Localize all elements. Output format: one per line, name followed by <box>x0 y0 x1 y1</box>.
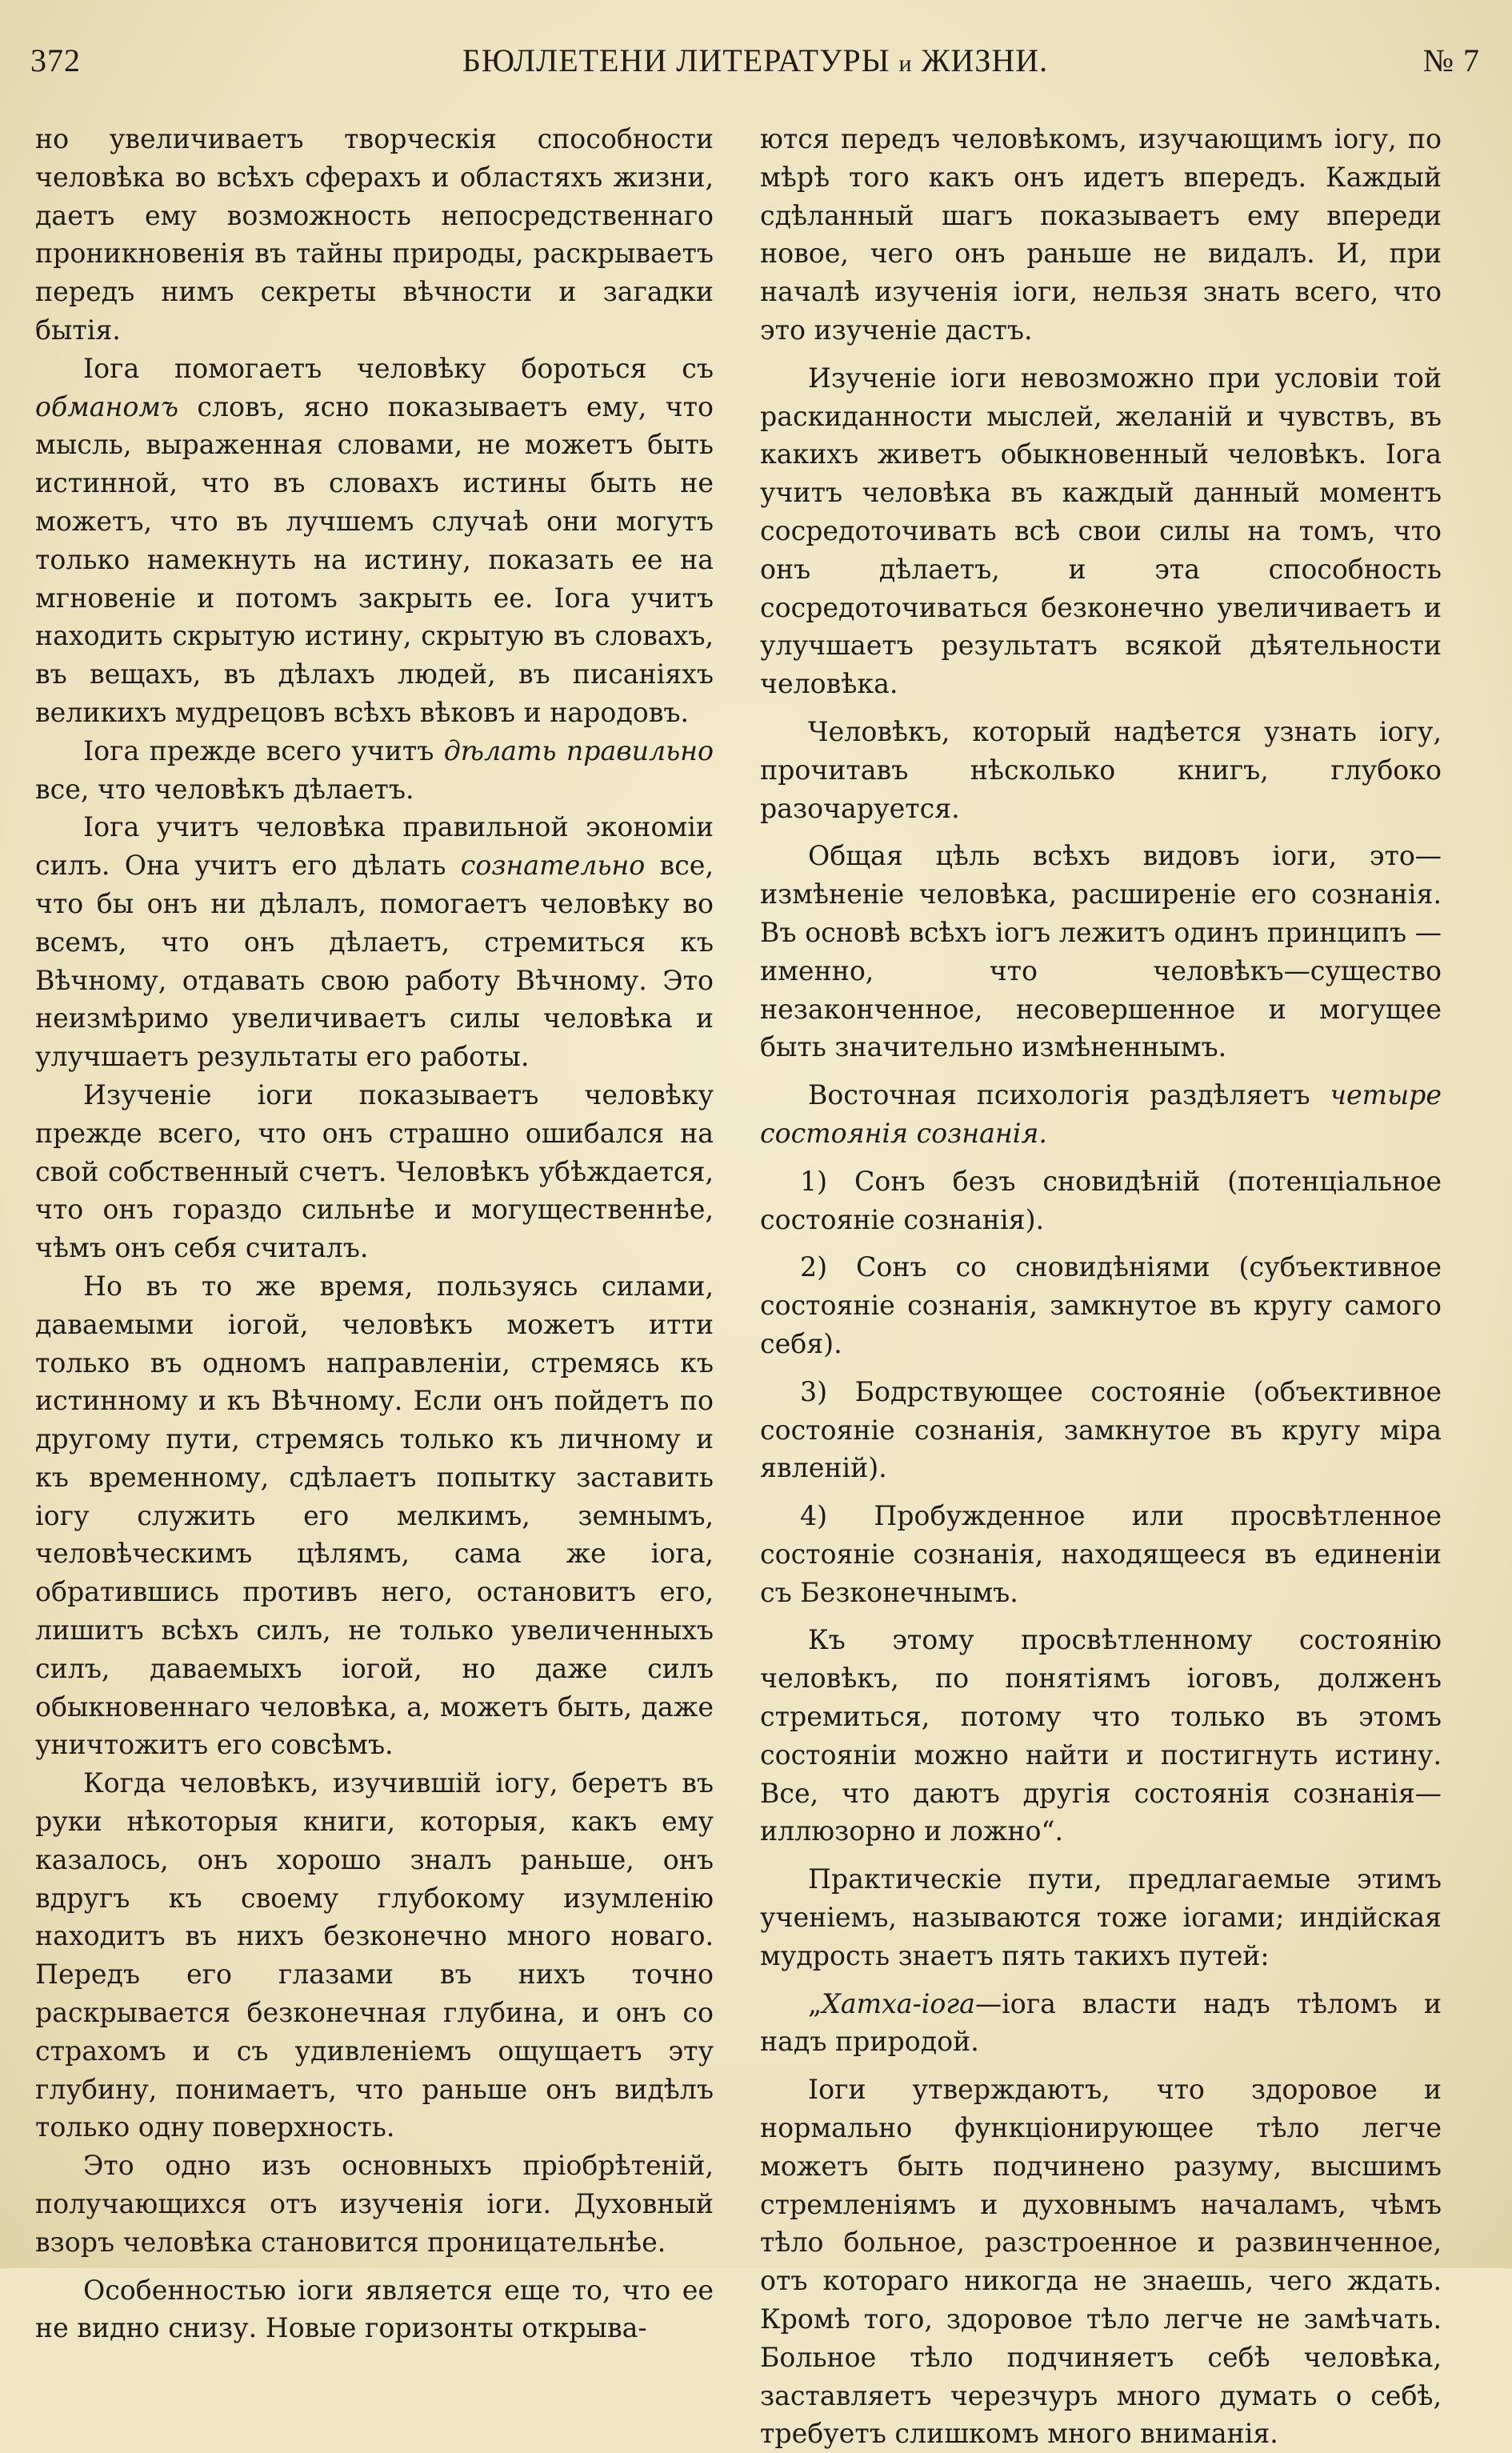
paragraph <box>35 732 714 809</box>
paragraph: Изученіе іоги невозможно при условіи той раскиданности мыслей, желаній и чувствъ, въ какихъ живетъ обыкновенный человѣкъ. Іога учитъ человѣка въ каждый данный моментъ сосредоточивать всѣ свои силы на томъ, что онъ дѣлаетъ, и эта способность сосредоточиваться безконечно увеличиваетъ и улучшаетъ результатъ всякой дѣятельности человѣка. <box>760 362 1442 700</box>
journal-title-conjunction: и <box>898 50 913 77</box>
paragraph: Когда человѣкъ, изучившій іогу, беретъ въ руки нѣкоторыя книги, которыя, какъ ему казалось, онъ хорошо зналъ раньше, онъ вдругъ къ своему глубокому изумленію находитъ въ нихъ безконечно много новаго. Передъ его глазами въ нихъ точно раскрывается безконечная глубина, и онъ со страхомъ и съ удивленіемъ ощущаетъ эту глубину, понимаетъ, что раньше онъ видѣлъ только одну поверхность. <box>35 1767 714 2143</box>
paragraph <box>760 1985 1442 2062</box>
italic-text: сознательно <box>460 850 646 882</box>
text-run: Восточная психологія раздѣляетъ <box>808 1079 1330 1111</box>
text-run: все, что человѣкъ дѣлаетъ. <box>35 773 414 805</box>
paragraph <box>35 808 714 1076</box>
journal-title <box>30 42 1480 79</box>
italic-text: дѣлать правильно <box>443 734 714 766</box>
text-run: „ <box>808 1987 822 2019</box>
right-column <box>760 120 1442 2453</box>
paragraph: Но въ то же время, пользуясь силами, даваемыми іогой, человѣкъ можетъ итти только въ одномъ направленіи, стремясь къ истинному и къ Вѣчному. Если онъ пойдетъ по другому пути, стремясь только къ личному и къ временному, сдѣлаетъ попытку заставить іогу служить его мелкимъ, земнымъ, человѣческимъ цѣлямъ, сама же іога, обратившись противъ него, остановитъ его, лишитъ всѣхъ силъ, не только увеличенныхъ силъ, даваемыхъ іогой, но даже силъ обыкновеннаго человѣка, а, можетъ быть, даже уничтожитъ его совсѣмъ. <box>35 1270 714 1761</box>
left-column <box>35 120 714 2347</box>
text-run: Іога помогаетъ человѣку бороться съ <box>83 352 714 384</box>
paragraph: Это одно изъ основныхъ пріобрѣтеній, получающихся отъ изученія іоги. Духовный взоръ человѣка становится проницательнѣе. <box>35 2150 714 2258</box>
journal-title-part1: БЮЛЛЕТЕНИ ЛИТЕРАТУРЫ <box>462 42 899 78</box>
issue-number: № 7 <box>1422 42 1480 78</box>
text-run: словъ, ясно показываетъ ему, что мысль, выраженная словами, не можетъ быть истинной, что въ словахъ истины быть не можетъ, что въ лучшемъ случаѣ они могутъ только намекнуть на истину, показать ее на мгновеніе и потомъ закрыть ее. Іога учитъ находить скрытую истину, скрытую въ словахъ, въ вещахъ, въ дѣлахъ людей, въ писаніяхъ великихъ мудрецовъ всѣхъ вѣковъ и народовъ. <box>35 390 714 728</box>
paragraph: Практическіе пути, предлагаемые этимъ ученіемъ, называются тоже іогами; индійская мудрость знаетъ пять такихъ путей: <box>760 1863 1442 1971</box>
text-run: Іога прежде всего учитъ <box>83 734 444 766</box>
italic-text: четыре состоянія сознанія. <box>760 1079 1442 1149</box>
italic-text: обманомъ <box>35 390 179 422</box>
text-run: все, что бы онъ ни дѣлалъ, помогаетъ человѣку во всемъ, что онъ дѣлаетъ, стремиться къ Вѣчному, отдавать свою работу Вѣчному. Это неизмѣримо увеличиваетъ силы человѣка и улучшаетъ результаты его работы. <box>35 850 714 1073</box>
paragraph <box>760 1076 1442 1153</box>
paragraph: но увеличиваетъ творческія способности человѣка во всѣхъ сферахъ и областяхъ жизни, даетъ ему возможность непосредственнаго проникновенія въ тайны природы, раскрываетъ передъ нимъ секреты вѣчности и загадки бытія. <box>35 123 714 346</box>
italic-text: Хатха-іога <box>822 1987 975 2019</box>
text-run: —іога власти надъ тѣломъ и надъ природой. <box>760 1987 1442 2058</box>
journal-title-part2: ЖИЗНИ. <box>912 42 1049 78</box>
list-item: 3) Бодрствующее состояніе (объективное состояніе сознанія, замкнутое въ кругу міра явленій). <box>760 1375 1442 1484</box>
page-number: 372 <box>30 42 81 78</box>
paragraph: Къ этому просвѣтленному состоянію человѣкъ, по понятіямъ іоговъ, долженъ стремиться, потому что только въ этомъ состояніи можно найти и постигнуть истину. Все, что даютъ другія состоянія сознанія—иллюзорно и ложно“. <box>760 1624 1442 1847</box>
paragraph: Общая цѣль всѣхъ видовъ іоги, это—измѣненіе человѣка, расширеніе его сознанія. Въ основѣ всѣхъ іогъ лежитъ одинъ принципъ — именно, что человѣкъ—существо незаконченное, несовершенное и могущее быть значительно измѣненнымъ. <box>760 840 1442 1063</box>
list-item: 4) Пробужденное или просвѣтленное состояніе сознанія, находящееся въ единеніи съ Безконечнымъ. <box>760 1500 1442 1608</box>
paragraph: Особенностью іоги является еще то, что ее не видно снизу. Новые горизонты открыва- <box>35 2274 714 2344</box>
list-item: 2) Сонъ со сновидѣніями (субъективное состояніе сознанія, замкнутое въ кругу самого себя). <box>760 1251 1442 1359</box>
list-item: 1) Сонъ безъ сновидѣній (потенціальное состояніе сознанія). <box>760 1165 1442 1235</box>
paragraph: Изученіе іоги показываетъ человѣку прежде всего, что онъ страшно ошибался на свой собственный счетъ. Человѣкъ убѣждается, что онъ гораздо сильнѣе и могущественнѣе, чѣмъ онъ себя считалъ. <box>35 1078 714 1264</box>
paragraph: ются передъ человѣкомъ, изучающимъ іогу, по мѣрѣ того какъ онъ идетъ впередъ. Каждый сдѣланный шагъ показываетъ ему впереди новое, чего онъ раньше не видалъ. И, при началѣ изученія іоги, нельзя знать всего, что это изученіе дастъ. <box>760 123 1442 346</box>
text-run: Іога учитъ человѣка правильной экономіи силъ. Она учитъ его дѣлать <box>35 811 714 882</box>
running-header <box>30 42 1480 90</box>
paragraph: Іоги утверждаютъ, что здоровое и нормально функціонирующее тѣло легче можетъ быть подчинено разуму, высшимъ стремленіямъ и духовнымъ началамъ, чѣмъ тѣло больное, разстроенное и развинченное, отъ котораго никогда не знаешь, чего ждать. Кромѣ того, здоровое тѣло легче не замѣчать. Больное тѣло подчиняетъ себѣ человѣка, заставляетъ черезчуръ много думать о себѣ, требуетъ слишкомъ много вниманія. <box>760 2074 1442 2450</box>
paragraph: Человѣкъ, который надѣется узнать іогу, прочитавъ нѣсколько книгъ, глубоко разочаруется. <box>760 715 1442 824</box>
paragraph <box>35 350 714 732</box>
